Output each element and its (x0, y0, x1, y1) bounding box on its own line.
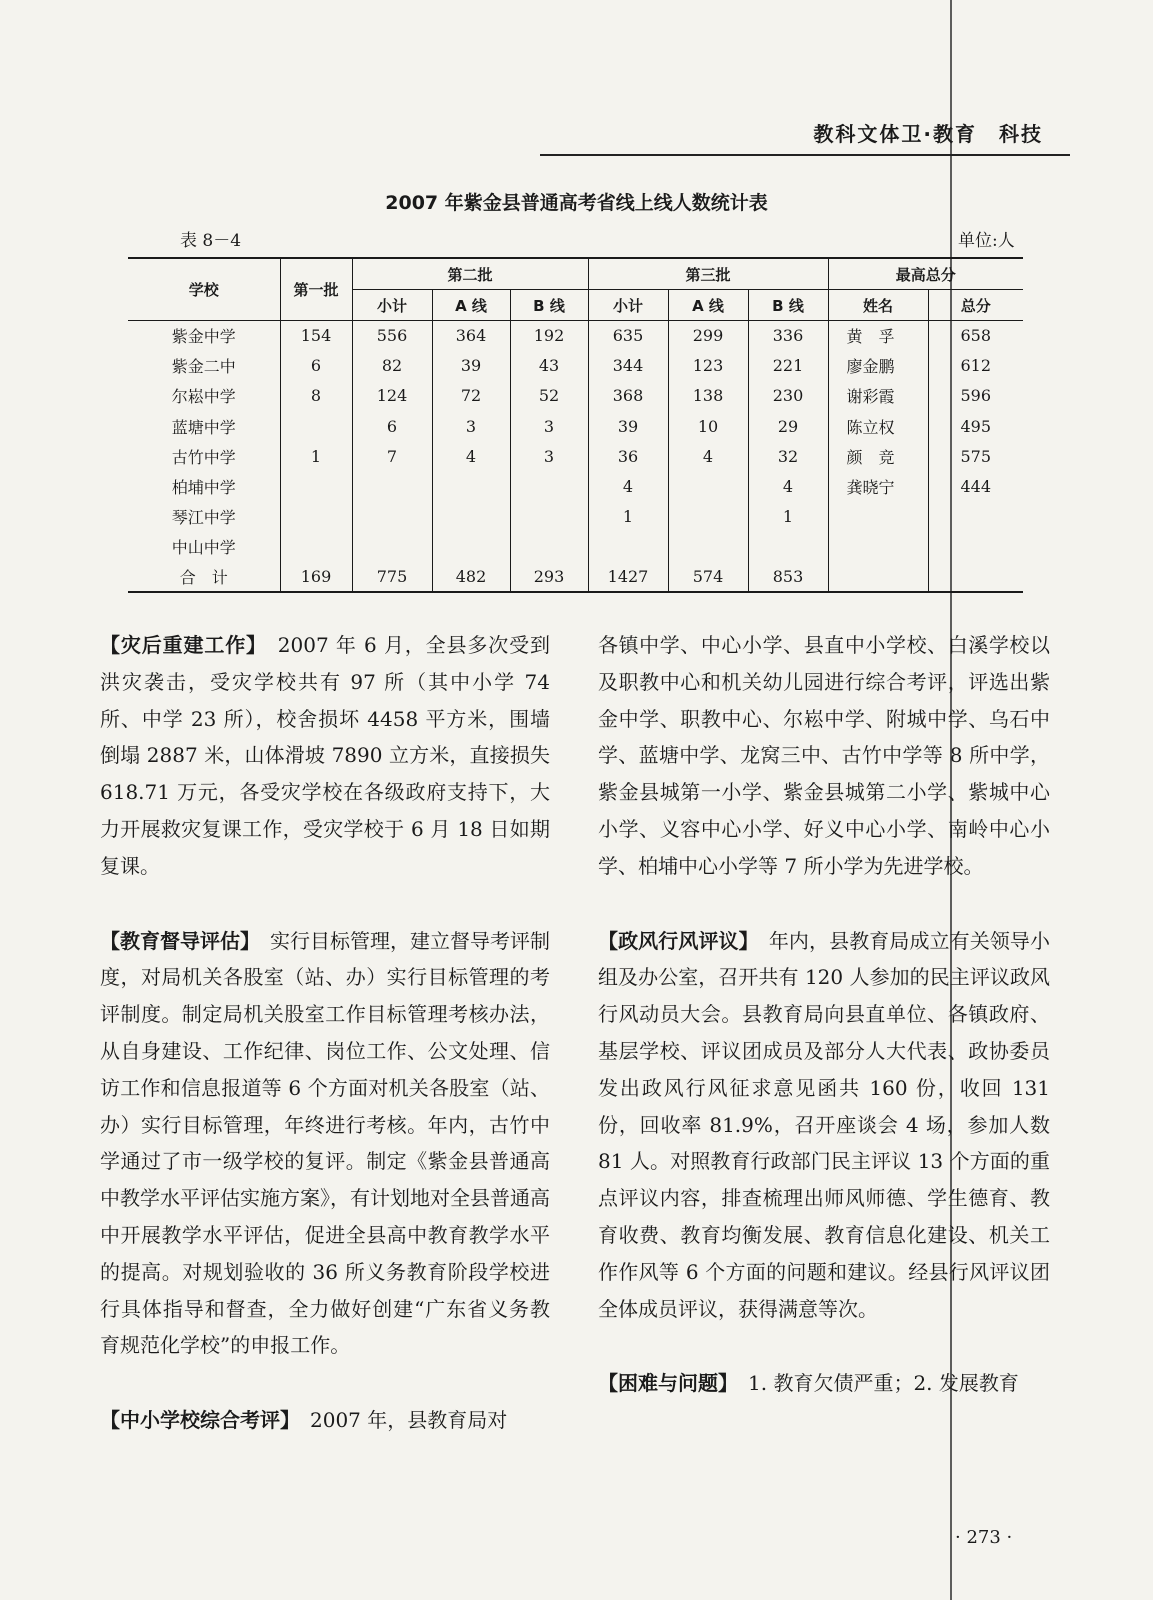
section-tag: 【教育督导评估】 (100, 928, 250, 953)
page-number: · 273 · (955, 1527, 1013, 1548)
table-cell: 古竹中学 (171, 447, 236, 467)
table-cell (928, 532, 1023, 562)
table-row (128, 532, 1023, 562)
table-cell: 612 (928, 351, 1023, 381)
table-cell: 尔崧中学 (171, 387, 236, 407)
paragraph-text: 2007 年 6 月，全县多次受到洪灾袭击，受灾学校共有 97 所（其中小学 74 所、中学 23 所），校舍损坏 4458 平方米，围墙倒塌 2887 米，山体滑坡 7890 立方米，直接损失 618.71 万元，各受灾学校在各级政府支持下，大力开展救灾复课工作，受灾学校于 6 月 18 日如期复课。 (100, 633, 550, 878)
table-cell (668, 502, 748, 532)
table-cell (280, 411, 352, 441)
table-cell: 1 (588, 502, 668, 532)
table-cell: 紫金中学 (171, 327, 236, 347)
table-cell (668, 532, 748, 562)
table-cell: 39 (588, 411, 668, 441)
table-cell: 154 (280, 321, 352, 351)
table-cell: 谢彩霞 (828, 381, 928, 411)
header-batch1: 第一批 (280, 258, 352, 321)
table-row (128, 502, 1023, 532)
section-tag: 【中小学校综合考评】 (100, 1408, 290, 1433)
table-cell: 52 (510, 381, 588, 411)
right-column (598, 627, 1050, 1402)
table-cell: 8 (280, 381, 352, 411)
table-cell: 658 (928, 321, 1023, 351)
table-cell (928, 562, 1023, 592)
paragraph-text: 各镇中学、中心小学、县直中小学校、白溪学校以及职教中心和机关幼儿园进行综合考评，评选出紫金中学、职教中心、尔崧中学、附城中学、乌石中学、蓝塘中学、龙窝三中、古竹中学等 8 所中学，紫金县城第一小学、紫金县城第二小学、紫城中心小学、义容中心小学、好义中心小学、南岭中心小学、柏埔中心小学等 7 所小学为先进学校。 (598, 633, 1050, 878)
paragraph (100, 923, 550, 1365)
table-row (128, 321, 1023, 351)
table-cell: 574 (668, 562, 748, 592)
table-cell: 3 (510, 441, 588, 471)
table-cell: 293 (510, 562, 588, 592)
table-row (128, 562, 1023, 592)
header-b2-subtotal: 小计 (352, 290, 432, 321)
table-cell: 3 (432, 411, 510, 441)
table-cell: 853 (748, 562, 828, 592)
table-cell: 1 (748, 502, 828, 532)
table-cell: 635 (588, 321, 668, 351)
table-cell: 775 (352, 562, 432, 592)
statistics-table (128, 257, 1023, 593)
table-cell: 72 (432, 381, 510, 411)
section-tag: 【困难与问题】 (598, 1371, 728, 1396)
table-row (128, 441, 1023, 471)
table-cell: 556 (352, 321, 432, 351)
table-cell: 颜 竞 (828, 441, 928, 471)
table-row (128, 381, 1023, 411)
table-cell (432, 471, 510, 501)
table-cell (280, 532, 352, 562)
header-b3-line-b: B 线 (748, 290, 828, 321)
table-cell: 3 (510, 411, 588, 441)
table-row (128, 351, 1023, 381)
table-cell (510, 502, 588, 532)
table-cell (928, 502, 1023, 532)
table-cell: 6 (280, 351, 352, 381)
paragraph (598, 627, 1050, 885)
header-rule (540, 154, 1070, 156)
table-cell: 596 (928, 381, 1023, 411)
table-cell (352, 471, 432, 501)
table-cell: 495 (928, 411, 1023, 441)
table-cell: 43 (510, 351, 588, 381)
header-top-score: 最高总分 (828, 258, 1023, 290)
table-cell: 36 (588, 441, 668, 471)
header-total: 总分 (928, 290, 1023, 321)
paragraph (100, 1402, 550, 1439)
table-cell: 龚晓宁 (828, 471, 928, 501)
paragraph-text: 实行目标管理，建立督导考评制度，对局机关各股室（站、办）实行目标管理的考评制度。制定局机关股室工作目标管理考核办法，从自身建设、工作纪律、岗位工作、公文处理、信访工作和信息报道等 6 个方面对机关各股室（站、办）实行目标管理，年终进行考核。年内，古竹中学通过了市一级学校的复评。制定《紫金县普通高中教学水平评估实施方案》，有计划地对全县普通高中开展教学水平评估，促进全县高中教育教学水平的提高。对规划验收的 36 所义务教育阶段学校进行具体指导和督查，全力做好创建“广东省义务教育规范化学校”的申报工作。 (100, 928, 550, 1358)
paragraph (598, 923, 1050, 1328)
table-cell: 221 (748, 351, 828, 381)
table-cell: 柏埔中学 (171, 478, 236, 498)
table-cell: 336 (748, 321, 828, 351)
table-cell: 10 (668, 411, 748, 441)
table-cell: 344 (588, 351, 668, 381)
table-cell: 1427 (588, 562, 668, 592)
paragraph (598, 1365, 1050, 1402)
table-cell: 368 (588, 381, 668, 411)
paragraph-text: 2007 年，县教育局对 (290, 1408, 508, 1433)
table-cell (352, 532, 432, 562)
table-row (128, 411, 1023, 441)
table-cell: 4 (432, 441, 510, 471)
left-column (100, 627, 550, 1439)
table-cell: 4 (588, 471, 668, 501)
header-name: 姓名 (828, 290, 928, 321)
header-b3-line-a: A 线 (668, 290, 748, 321)
table-cell: 138 (668, 381, 748, 411)
section-tag: 【政风行风评议】 (598, 928, 749, 953)
header-batch2: 第二批 (352, 258, 588, 290)
table-cell: 紫金二中 (171, 357, 236, 377)
table-unit: 单位:人 (958, 231, 1015, 251)
table-cell (352, 502, 432, 532)
table-cell: 黄 孚 (828, 321, 928, 351)
table-cell: 6 (352, 411, 432, 441)
header-school: 学校 (188, 281, 219, 299)
table-cell (828, 532, 928, 562)
running-header: 教科文体卫·教育 科技 (813, 122, 1043, 146)
table-cell: 482 (432, 562, 510, 592)
table-cell: 1 (280, 441, 352, 471)
table-cell: 琴江中学 (171, 508, 236, 528)
table-cell: 169 (280, 562, 352, 592)
table-cell (432, 532, 510, 562)
table-cell: 中山中学 (171, 538, 236, 558)
table-number: 表 8－4 (180, 231, 242, 251)
table-cell: 29 (748, 411, 828, 441)
section-tag: 【灾后重建工作】 (100, 633, 257, 657)
header-b3-subtotal: 小计 (588, 290, 668, 321)
table-cell: 123 (668, 351, 748, 381)
table-cell (510, 532, 588, 562)
table-cell: 575 (928, 441, 1023, 471)
table-cell (280, 502, 352, 532)
table-cell (828, 562, 928, 592)
table-cell (432, 502, 510, 532)
header-b2-line-b: B 线 (510, 290, 588, 321)
table-cell: 192 (510, 321, 588, 351)
paragraph-text: 1. 教育欠债严重；2. 发展教育 (728, 1371, 1019, 1396)
table-cell (668, 471, 748, 501)
table-cell: 4 (748, 471, 828, 501)
table-title: 2007 年紫金县普通高考省线上线人数统计表 (385, 192, 768, 214)
table-cell: 39 (432, 351, 510, 381)
table-cell (828, 502, 928, 532)
paragraph-text: 年内，县教育局成立有关领导小组及办公室，召开共有 120 人参加的民主评议政风行风动员大会。县教育局向县直单位、各镇政府、基层学校、评议团成员及部分人大代表、政协委员发出政风行风征求意见函共 160 份，收回 131 份，回收率 81.9%，召开座谈会 4 场，参加人数 81 人。对照教育行政部门民主评议 13 个方面的重点评议内容，排查梳理出师风师德、学生德育、教育收费、教育均衡发展、教育信息化建设、机关工作作风等 6 个方面的问题和建议。经县行风评议团全体成员评议，获得满意等次。 (598, 928, 1051, 1321)
table-cell: 444 (928, 471, 1023, 501)
table-cell: 32 (748, 441, 828, 471)
table-cell: 299 (668, 321, 748, 351)
table-cell: 124 (352, 381, 432, 411)
table-cell: 合 计 (179, 568, 228, 588)
table-cell: 82 (352, 351, 432, 381)
table-cell (588, 532, 668, 562)
table-cell: 蓝塘中学 (171, 417, 236, 437)
table-cell: 4 (668, 441, 748, 471)
paragraph (100, 627, 550, 885)
table-cell (748, 532, 828, 562)
table-cell (280, 471, 352, 501)
header-batch3: 第三批 (588, 258, 828, 290)
table-cell: 364 (432, 321, 510, 351)
table-cell (510, 471, 588, 501)
table-cell: 陈立权 (828, 411, 928, 441)
table-cell: 230 (748, 381, 828, 411)
table-cell: 廖金鹏 (828, 351, 928, 381)
table-row (128, 471, 1023, 501)
header-b2-line-a: A 线 (432, 290, 510, 321)
table-cell: 7 (352, 441, 432, 471)
